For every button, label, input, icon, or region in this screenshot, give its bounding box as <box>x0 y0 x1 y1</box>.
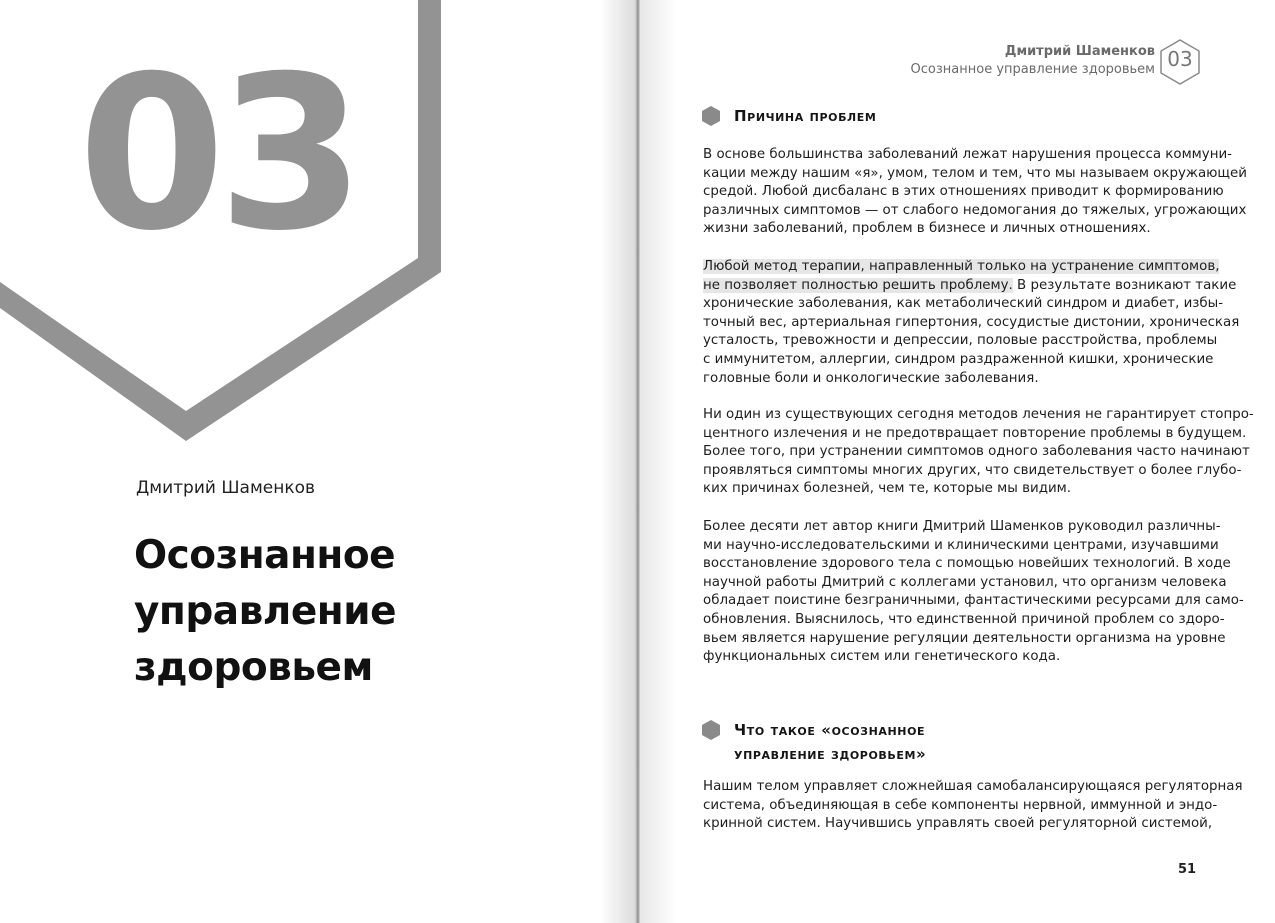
text-line: центного излечения и не предотвращает повторение проблемы в будущем. <box>703 425 1247 441</box>
right-page <box>640 0 1275 923</box>
text-line: точный вес, артериальная гипертония, сосудистые дистонии, хроническая <box>703 314 1240 330</box>
text-line <box>703 277 1237 296</box>
author-name: Дмитрий Шаменков <box>136 478 316 498</box>
text-line: Более того, при устранении симптомов одного заболевания часто начинают <box>703 444 1250 460</box>
section-title: управление здоровьем» <box>734 745 927 763</box>
text-line: научной работы Дмитрий с коллегами установил, что организм человека <box>703 574 1227 590</box>
text-line: кринной систем. Научившись управлять своей регуляторной системой, <box>703 816 1213 832</box>
section-title: Что такое «осознанное <box>734 721 926 739</box>
text-line: с иммунитетом, аллергии, синдром раздраженной кишки, хронические <box>703 351 1214 367</box>
left-page <box>0 0 636 923</box>
text-line: жизни заболеваний, проблем в бизнесе и личных отношениях. <box>703 221 1151 237</box>
text-line: средой. Любой дисбаланс в этих отношениях приводит к формированию <box>703 184 1224 200</box>
paragraph <box>703 406 1254 499</box>
text-line: ких причинах болезней, чем те, которые мы видим. <box>703 481 1072 497</box>
text-line: усталость, тревожности и депрессии, половые расстройства, проблемы <box>703 333 1218 349</box>
section-title: Причина проблем <box>734 107 877 125</box>
text-line: кации между нашим «я», умом, телом и тем, что мы называем окружающей <box>703 165 1247 181</box>
highlighted-text: Любой метод терапии, направленный только на устранение симптомов, <box>703 259 1220 274</box>
highlighted-text: не позволяет полностью решить проблему. <box>703 277 1013 293</box>
header-chapter-number: 03 <box>1167 47 1193 71</box>
text-line: Ни один из существующих сегодня методов лечения не гарантирует стопро- <box>703 407 1254 422</box>
text-line: проявляться симптомы многих других, что свидетельствует о более глубо- <box>703 462 1242 478</box>
text-line: головные боли и онкологические заболевания. <box>703 370 1039 386</box>
text-line: различных симптомов — от слабого недомогания до тяжелых, угрожающих <box>703 202 1247 218</box>
text-fragment: В результате возникают такие <box>1012 277 1237 293</box>
text-line: вьем является нарушение регуляции деятельности организма на уровне <box>703 630 1226 646</box>
text-line: обновления. Выяснилось, что единственной причиной проблем со здоро- <box>703 611 1225 627</box>
running-header-author: Дмитрий Шаменков <box>1004 44 1155 59</box>
hexagon-bullet-icon <box>702 720 720 740</box>
page-number: 51 <box>1178 862 1197 877</box>
hexagon-bullet-icon <box>702 106 720 126</box>
text-line: восстановление здорового тела с помощью новейших технологий. В ходе <box>703 556 1231 572</box>
text-line: хронические заболевания, как метаболический синдром и диабет, избы- <box>703 296 1224 312</box>
paragraph <box>703 778 1243 834</box>
text-line <box>703 258 1220 277</box>
paragraph <box>703 258 1240 388</box>
running-header-title: Осознанное управление здоровьем <box>910 62 1155 77</box>
text-line: Более десяти лет автор книги Дмитрий Шаменков руководил различны- <box>703 519 1221 534</box>
text-line: функциональных систем или генетического кода. <box>703 649 1061 665</box>
book-title-line: здоровьем <box>134 645 373 690</box>
paragraph <box>703 518 1244 667</box>
book-title-line: управление <box>134 589 397 634</box>
book-title <box>134 528 514 696</box>
chapter-number: 03 <box>78 30 358 277</box>
text-line: обладает поистине безграничными, фантастическими ресурсами для само- <box>703 593 1244 609</box>
text-line: В основе большинства заболеваний лежат нарушения процесса коммуни- <box>703 147 1233 162</box>
book-title-line: Осознанное <box>134 533 396 578</box>
text-line: система, объединяющая в себе компоненты нервной, иммунной и эндо- <box>703 797 1218 813</box>
paragraph <box>703 146 1247 239</box>
text-line: ми научно-исследовательскими и клиническими центрами, изучавшими <box>703 537 1219 553</box>
text-line: Нашим телом управляет сложнейшая самобалансирующаяся регуляторная <box>703 779 1243 794</box>
